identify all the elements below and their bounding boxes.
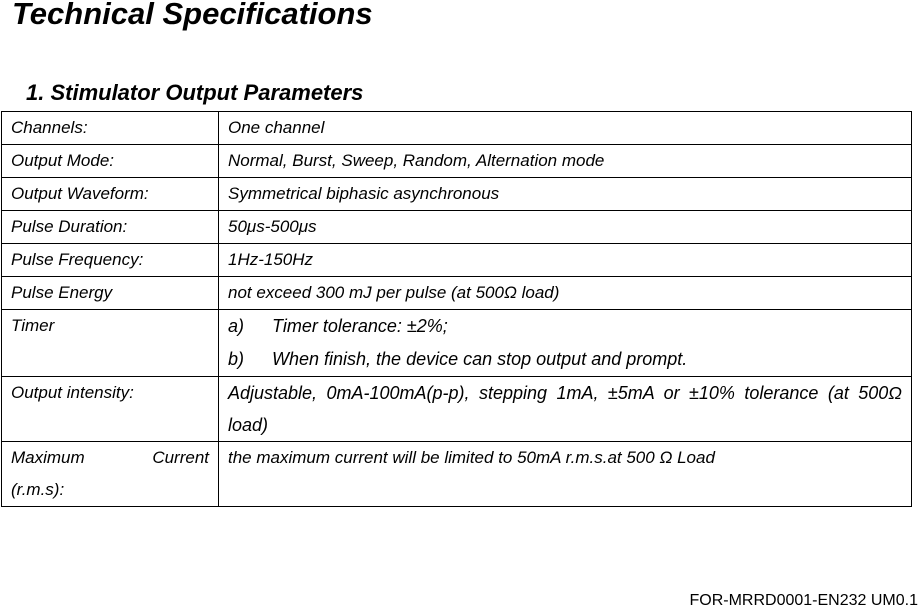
list-item [228,310,902,343]
spec-label: Pulse Duration: [2,211,219,244]
table-row [2,277,912,310]
section-title: 1. Stimulator Output Parameters [26,80,364,105]
table-row [2,178,912,211]
list-item-text: Timer tolerance: ±2%; [272,316,448,336]
spec-value: 1Hz-150Hz [219,244,912,277]
spec-label: Pulse Energy [2,277,219,310]
spec-value: the maximum current will be limited to 50mA r.m.s.at 500 Ω Load [219,442,912,507]
spec-value-list [219,310,912,377]
list-marker: a) [228,316,245,336]
label-word: Maximum [11,448,85,467]
list-item [228,343,902,376]
table-row [2,244,912,277]
spec-label: Output intensity: [2,377,219,442]
table-row [2,145,912,178]
label-line: (r.m.s): [11,480,65,499]
label-word: Current [152,448,209,467]
spec-label: Pulse Frequency: [2,244,219,277]
spec-value: 50μs-500μs [219,211,912,244]
document-code-footer: FOR-MRRD0001-EN232 UM0.1 [689,592,918,609]
list-item-text: When finish, the device can stop output and prompt. [272,349,688,369]
spec-label: Output Waveform: [2,178,219,211]
spec-label: Timer [2,310,219,377]
table-row-max-current [2,442,912,507]
spec-value: Normal, Burst, Sweep, Random, Alternation mode [219,145,912,178]
spec-value: One channel [219,112,912,145]
spec-label: Channels: [2,112,219,145]
table-row-intensity [2,377,912,442]
table-row [2,112,912,145]
spec-label [2,442,219,507]
specifications-table [1,111,912,507]
spec-value: Adjustable, 0mA-100mA(p-p), stepping 1mA, ±5mA or ±10% tolerance (at 500Ω load) [219,377,912,442]
spec-value: not exceed 300 mJ per pulse (at 500Ω load) [219,277,912,310]
page-title: Technical Specifications [12,0,373,31]
label-line [11,442,209,474]
table-row-timer [2,310,912,377]
list-marker: b) [228,349,245,369]
spec-value: Symmetrical biphasic asynchronous [219,178,912,211]
table-row [2,211,912,244]
spec-label: Output Mode: [2,145,219,178]
